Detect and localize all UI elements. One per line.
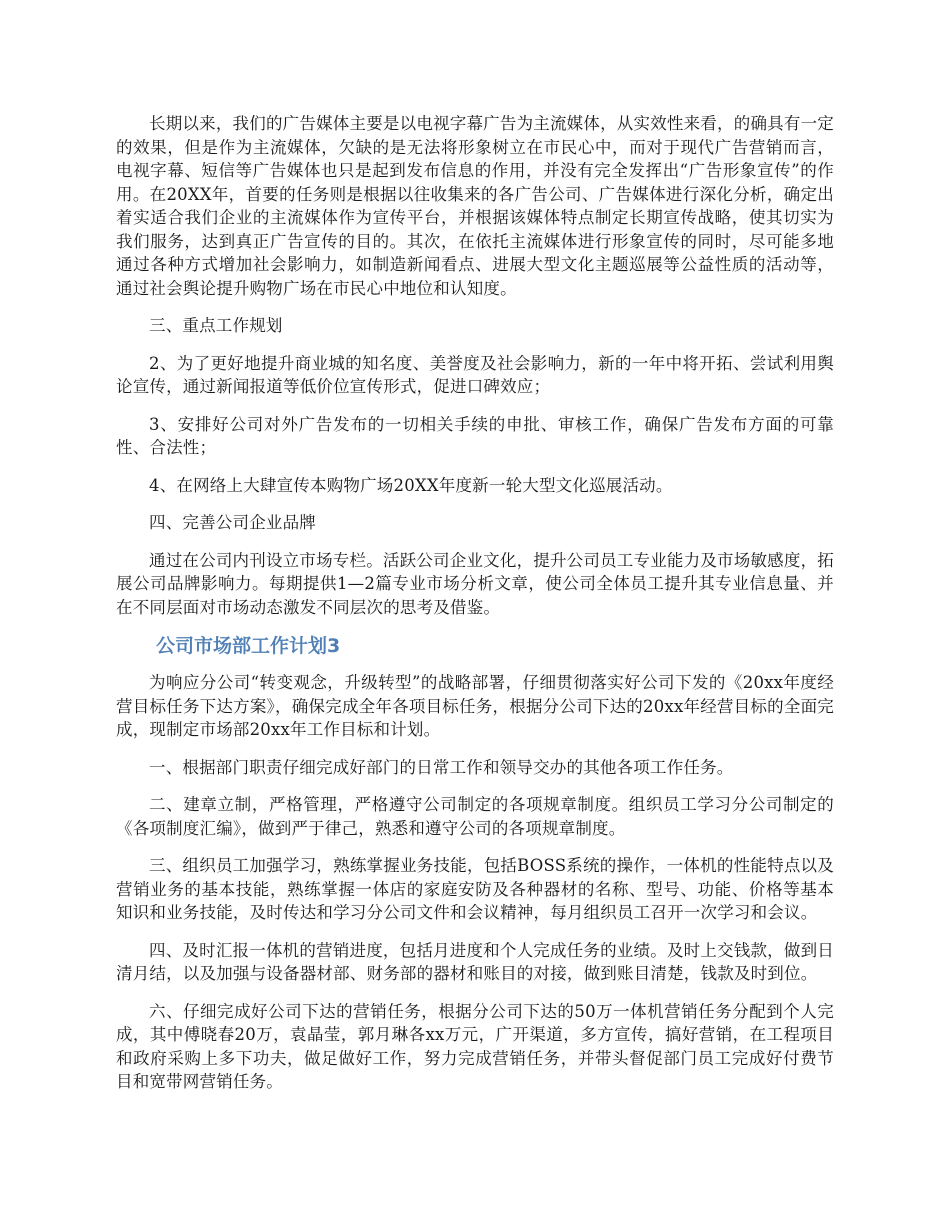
paragraph-media-strategy: 长期以来，我们的广告媒体主要是以电视字幕广告为主流媒体，从实效性来看，的确具有一定的效果，但是作为主流媒体，欠缺的是无法将形象树立在市民心中，而对于现代广告营销而言，电视字幕、短信等广告媒体也只是起到发布信息的作用，并没有完全发挥出“广告形象宣传”的作用。在20XX年，首要的任务则是根据以往收集来的各广告公司、广告媒体进行深化分析，确定出着实适合我们企业的主流媒体作为宣传平台，并根据该媒体特点制定长期宣传战略，使其切实为我们服务，达到真正广告宣传的目的。其次，在依托主流媒体进行形象宣传的同时，尽可能多地通过各种方式增加社会影响力，如制造新闻看点、进展大型文化主题巡展等公益性质的活动等，通过社会舆论提升购物广场在市民心中地位和认知度。	[116, 114, 834, 298]
section-title-key-work-planning: 三、重点工作规划	[149, 316, 283, 335]
paragraph-point-4: 四、及时汇报一体机的营销进度，包括月进度和个人完成任务的业绩。及时上交钱款，做到日清月结，以及加强与设备器材部、财务部的器材和账目的对接，做到账目清楚，钱款及时到位。	[116, 940, 834, 983]
paragraph-point-6: 六、仔细完成好公司下达的营销任务，根据分公司下达的50万一体机营销任务分配到个人完成，其中傅晓春20万，袁晶莹，郭月琳各xx万元，广开渠道，多方宣传，搞好营销，在工程项目和政府采购上多下功夫，做足做好工作，努力完成营销任务，并带头督促部门员工完成好付费节目和宽带网营销任务。	[116, 1001, 835, 1091]
paragraph-point-2: 二、建章立制，严格管理，严格遵守公司制定的各项规章制度。组织员工学习分公司制定的《各项制度汇编》，做到严于律己，熟悉和遵守公司的各项规章制度。	[116, 795, 834, 838]
document-body	[116, 112, 834, 1108]
paragraph-brand: 通过在公司内刊设立市场专栏。活跃公司企业文化，提升公司员工专业能力及市场敏感度，拓展公司品牌影响力。每期提供1—2篇专业市场分析文章，使公司全体员工提升其专业信息量、并在不同层面对市场动态激发不同层次的思考及借鉴。	[116, 550, 834, 617]
section-title-brand: 四、完善公司企业品牌	[149, 513, 316, 532]
paragraph-item-2: 2、为了更好地提升商业城的知名度、美誉度及社会影响力，新的一年中将开拓、尝试利用舆论宣传，通过新闻报道等低价位宣传形式，促进口碑效应；	[116, 353, 834, 396]
paragraph-point-3: 三、组织员工加强学习，熟练掌握业务技能，包括BOSS系统的操作，一体机的性能特点以及营销业务的基本技能，熟练掌握一体店的家庭安防及各种器材的名称、型号、功能、价格等基本知识和业务技能，及时传达和学习分公司文件和会议精神，每月组织员工召开一次学习和会议。	[116, 856, 834, 922]
paragraph-point-1: 一、根据部门职责仔细完成好部门的日常工作和领导交办的其他各项工作任务。	[149, 757, 734, 777]
paragraph-item-4: 4、在网络上大肆宣传本购物广场20XX年度新一轮大型文化巡展活动。	[149, 475, 673, 495]
paragraph-intro: 为响应分公司“转变观念，升级转型”的战略部署，仔细贯彻落实好公司下发的《20xx年度经营目标任务下达方案》，确保完成全年各项目标任务，根据分公司下达的20xx年经营目标的全面完成，现制定市场部20xx年工作目标和计划。	[116, 673, 834, 739]
paragraph-item-3: 3、安排好公司对外广告发布的一切相关手续的申批、审核工作，确保广告发布方面的可靠性、合法性；	[116, 414, 834, 457]
section-heading: 公司市场部工作计划3	[156, 635, 341, 657]
